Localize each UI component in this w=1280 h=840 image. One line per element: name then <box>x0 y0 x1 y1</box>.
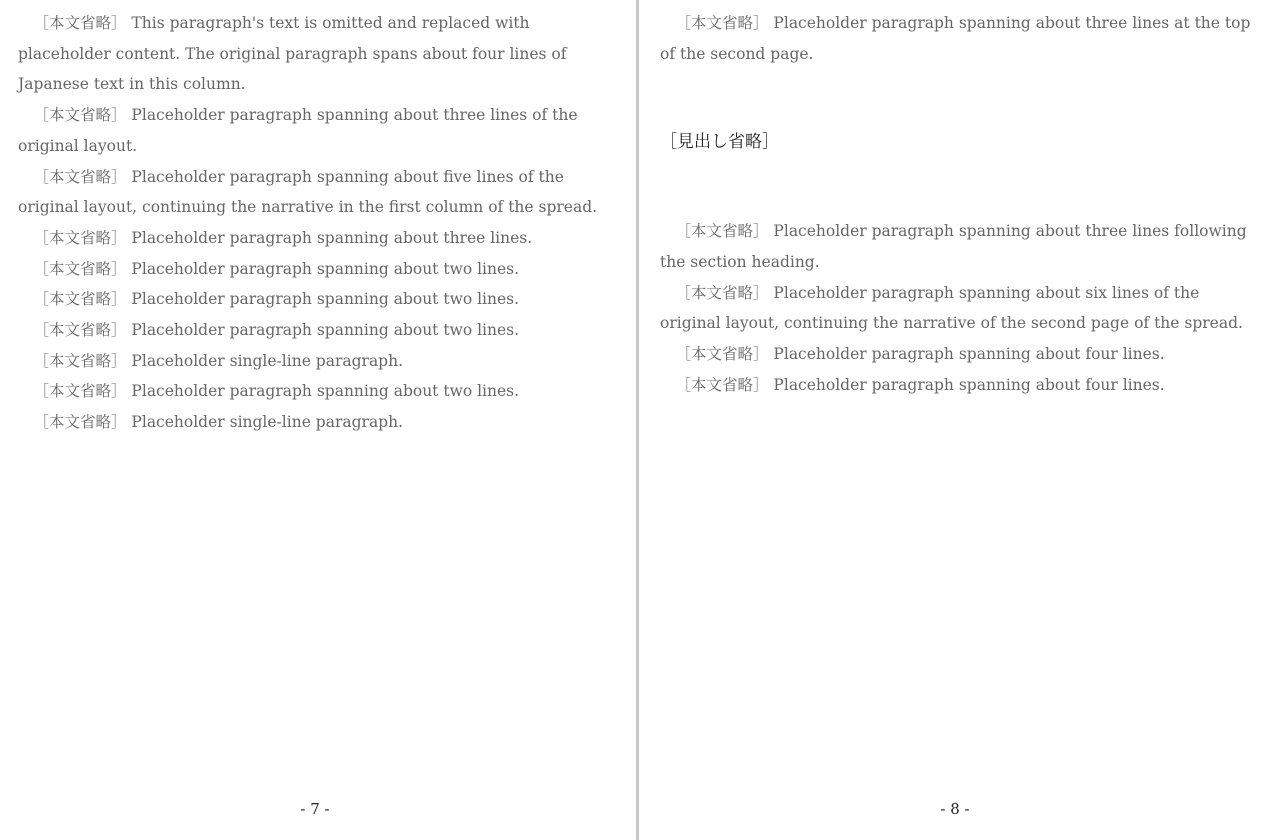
section-heading: ［見出し省略］ <box>660 132 779 153</box>
paragraph: ［本文省略］ Placeholder paragraph spanning about three lines at the top of the second page. <box>660 14 1251 63</box>
paragraph: ［本文省略］ Placeholder single-line paragraph. <box>33 413 404 432</box>
page-body <box>660 8 1260 400</box>
paragraph: ［本文省略］ Placeholder single-line paragraph. <box>33 351 404 370</box>
page-8 <box>640 0 1280 840</box>
paragraph: ［本文省略］ Placeholder paragraph spanning about three lines following the section heading. <box>660 222 1247 271</box>
paragraph: ［本文省略］ Placeholder paragraph spanning about three lines. <box>33 228 533 247</box>
paragraph: ［本文省略］ Placeholder paragraph spanning about four lines. <box>675 344 1165 363</box>
paragraph: ［本文省略］ Placeholder paragraph spanning about three lines of the original layout. <box>18 106 578 155</box>
paragraph: ［本文省略］ Placeholder paragraph spanning about two lines. <box>33 382 520 401</box>
page-number: - 8 - <box>940 800 970 818</box>
page-divider <box>636 0 639 840</box>
page-body <box>18 8 618 438</box>
page-number: - 7 - <box>300 800 330 818</box>
paragraph: ［本文省略］ Placeholder paragraph spanning about two lines. <box>33 321 520 340</box>
paragraph: ［本文省略］ Placeholder paragraph spanning about six lines of the original layout, continuing the narrative of the second page of the spread. <box>660 283 1243 333</box>
paragraph: ［本文省略］ Placeholder paragraph spanning about five lines of the original layout, continuing the narrative in the first column of the spread. <box>18 167 598 217</box>
paragraph: ［本文省略］ Placeholder paragraph spanning about two lines. <box>33 259 520 278</box>
paragraph: ［本文省略］ Placeholder paragraph spanning about four lines. <box>675 375 1165 394</box>
paragraph: ［本文省略］ Placeholder paragraph spanning about two lines. <box>33 290 520 309</box>
page-7 <box>0 0 636 840</box>
paragraph: ［本文省略］ This paragraph's text is omitted and replaced with placeholder content. The original paragraph spans about four lines of Japanese text in this column. <box>18 14 567 94</box>
